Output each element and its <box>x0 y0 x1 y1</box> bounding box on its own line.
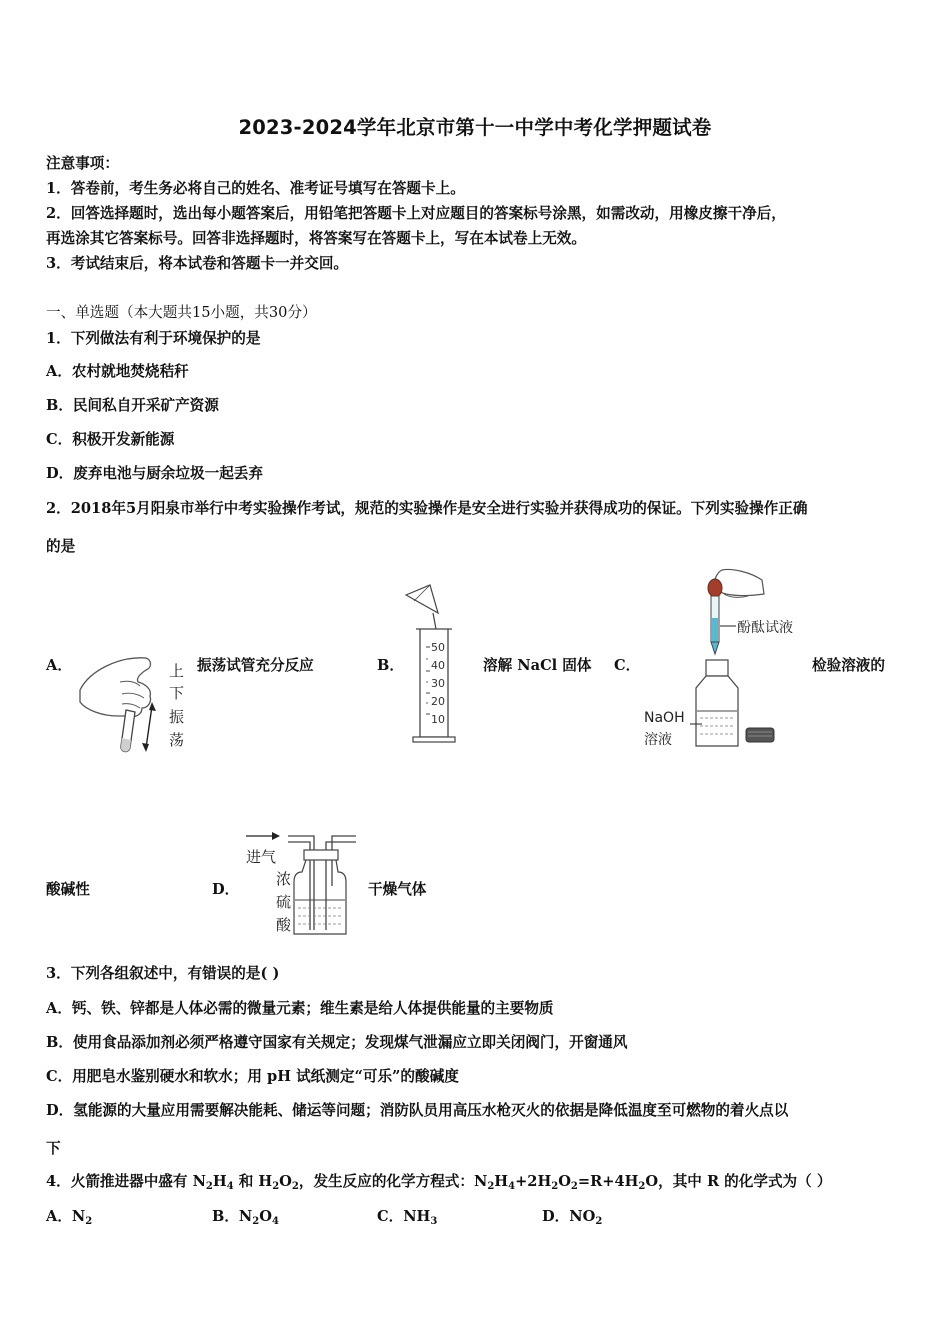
q4-stem: 4．火箭推进器中盛有 $N_2H_4$ 和 $H_2O_2$，发生反应的化学方程式：$N_2H_4+2H_2O_2=R+4H_2O$，其中 R 的化学式为（ ） <box>46 1173 832 1192</box>
q2-option-c-letter: C． <box>614 657 641 674</box>
q3-option-c: C．用肥皂水鉴别硬水和软水；用 pH 试纸测定“可乐”的酸碱度 <box>46 1068 459 1085</box>
arrow-right-icon <box>246 832 280 840</box>
fig-d-label-inlet: 进气 <box>246 848 277 866</box>
notice-item-2: 2．回答选择题时，选出每小题答案后，用铅笔把答题卡上对应题目的答案标号涂黑，如需改动，用橡皮擦干净后， <box>46 205 786 222</box>
q4-option-a: A．$N_2$ <box>46 1208 93 1227</box>
q3-stem: 3．下列各组叙述中，有错误的是( ) <box>46 965 280 982</box>
dropper-icon <box>708 579 722 654</box>
shaking-test-tube-figure <box>72 652 192 756</box>
section-heading: 一、单选题（本大题共15小题，共30分） <box>46 304 317 321</box>
fig-d-label-2: 硫 <box>276 893 292 911</box>
cylinder-tick-20: 20 <box>431 695 445 708</box>
q2-option-b-text: 溶解 NaCl 固体 <box>483 657 592 674</box>
q4-option-b: B．$N_2O_4$ <box>212 1208 279 1227</box>
q1-option-a: A．农村就地焚烧秸秆 <box>46 363 189 380</box>
funnel-paper-icon <box>406 585 438 629</box>
q4-option-d: D．$NO_2$ <box>542 1208 603 1227</box>
q2-option-c-text-cont: 酸碱性 <box>46 881 90 898</box>
measuring-cylinder-figure <box>400 583 462 747</box>
fig-d-label-1: 浓 <box>276 870 292 888</box>
fig-c-label-naoh: NaOH <box>644 710 685 726</box>
notice-item-3: 3．考试结束后，将本试卷和答题卡一并交回。 <box>46 255 349 272</box>
q1-option-b: B．民间私自开采矿产资源 <box>46 397 219 414</box>
gas-washing-bottle-figure <box>240 826 362 938</box>
q2-option-a-letter: A． <box>46 657 72 674</box>
q2-stem-line1: 2．2018年5月阳泉市举行中考实验操作考试，规范的实验操作是安全进行实验并获得成功的保证。下列实验操作正确 <box>46 500 808 517</box>
q2-option-b-letter: B． <box>377 657 404 674</box>
cylinder-tick-30: 30 <box>431 677 445 690</box>
q2-option-c-text: 检验溶液的 <box>812 657 885 674</box>
fig-c-label-indicator: 酚酞试液 <box>737 620 793 636</box>
fig-a-label-4: 荡 <box>169 731 185 749</box>
cylinder-tick-10: 10 <box>431 713 445 726</box>
cylinder-tick-40: 40 <box>431 659 445 672</box>
fig-a-label-2: 下 <box>169 684 185 702</box>
q2-option-d-letter: D． <box>212 881 240 898</box>
notice-item-1: 1．答卷前，考生务必将自己的姓名、准考证号填写在答题卡上。 <box>46 180 465 197</box>
dropper-bottle-figure <box>640 566 812 752</box>
q2-option-a-text: 振荡试管充分反应 <box>197 657 314 674</box>
hand-icon <box>80 658 151 717</box>
q3-option-b: B．使用食品添加剂必须严格遵守国家有关规定；发现煤气泄漏应立即关闭阀门，开窗通风 <box>46 1034 628 1051</box>
stopper-icon <box>746 728 774 742</box>
q3-option-d: D．氢能源的大量应用需要解决能耗、储运等问题；消防队员用高压水枪灭火的依据是降低温度至可燃物的着火点以 <box>46 1102 789 1119</box>
q4-option-c: C．$NH_3$ <box>377 1208 438 1227</box>
q3-option-a: A．钙、铁、锌都是人体必需的微量元素；维生素是给人体提供能量的主要物质 <box>46 1000 554 1017</box>
q2-stem-line2: 的是 <box>46 538 76 555</box>
fig-a-label-1: 上 <box>169 662 185 680</box>
bottle-icon <box>288 836 356 934</box>
up-down-arrow-icon <box>142 702 156 752</box>
fig-a-label-3: 振 <box>169 708 185 726</box>
bottle-icon <box>696 660 738 746</box>
cylinder-tick-50: 50 <box>431 641 445 654</box>
q2-option-d-text: 干燥气体 <box>368 881 427 898</box>
notice-item-2-cont: 再选涂其它答案标号。回答非选择题时，将答案写在答题卡上，写在本试卷上无效。 <box>46 230 586 247</box>
fig-d-label-3: 酸 <box>276 916 292 934</box>
q1-option-d: D．废弃电池与厨余垃圾一起丢弃 <box>46 465 263 482</box>
page-title: 2023-2024学年北京市第十一中学中考化学押题试卷 <box>238 116 712 139</box>
q3-option-d-cont: 下 <box>46 1140 61 1157</box>
notice-heading: 注意事项： <box>46 155 119 172</box>
fig-c-label-solution: 溶液 <box>644 732 672 748</box>
q1-stem: 1．下列做法有利于环境保护的是 <box>46 330 261 347</box>
q1-option-c: C．积极开发新能源 <box>46 431 175 448</box>
